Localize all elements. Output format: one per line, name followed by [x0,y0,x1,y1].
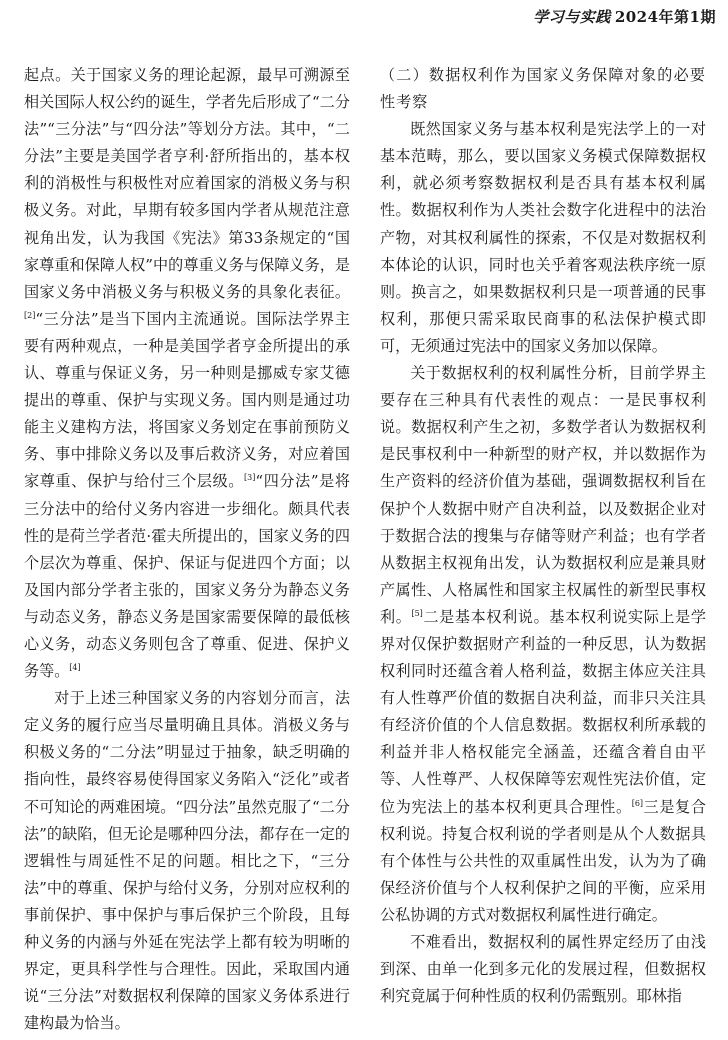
citation-ref: [3] [244,473,256,483]
paragraph-text: “三分法”是当下国内主流通说。国际法学界主要有两种观点，一种是美国学者亨金所提出的承认、尊重与保证义务，另一种则是挪威专家艾德提出的尊重、保护与实现义务。国内则是通过功能主义建构方法，将国家义务划定在事前预防义务、事中排除义务以及事后救济义务，对应着国家尊重、保护与给付三个层级。 [24,309,350,491]
paragraph-text: 关于数据权利的权利属性分析，目前学界主要存在三种具有代表性的观点：一是民事权利说。数据权利产生之初，多数学者认为数据权利是民事权利中一种新型的财产权，并以数据作为生产资料的经济价值为基础，强调数据权利旨在保护个人数据中财产自决利益，以及数据企业对于数据合法的搜集与存储等财产利益；也有学者从数据主权视角出发，认为数据权利应是兼具财产属性、人格属性和国家主权属性的新型民事权利。 [380,364,706,626]
citation-ref: [6] [631,798,644,808]
citation-ref: [2] [24,310,36,320]
section-heading: （二）数据权利作为国家义务保障对象的必要性考察 [380,66,706,112]
paragraph-text: “四分法”是将三分法中的给付义务内容进一步细化。颇具代表性的是荷兰学者范·霍夫所提出的，国家义务的四个层次为尊重、保护、保证与促进四个方面；以及国内部分学者主张的，国家义务分为静态义务与动态义务，静态义务是国家需要保障的最低核心义务，动态义务则包含了尊重、促进、保护义务等。 [24,472,350,681]
citation-ref: [5] [411,608,423,618]
paragraph-text: 三是复合权利说。持复合权利说的学者则是从个人数据具有个体性与公共性的双重属性出发，认为为了确保经济价值与个人权利保护之间的平衡，应采用公私协调的方式对数据权利属性进行确定。 [380,797,706,924]
paragraph: 不难看出，数据权利的属性界定经历了由浅到深、由单一化到多元化的发展过程，但数据权利究竟属于何种性质的权利仍需甄别。耶林指 [380,933,706,1006]
journal-name: 学习与实践 [533,8,611,26]
paragraph [380,360,706,929]
paragraph [24,62,350,685]
paragraph: 对于上述三种国家义务的内容划分而言，法定义务的履行应当尽量明确且具体。消极义务与积极义务的“二分法”明显过于抽象，缺乏明确的指向性，最终容易使得国家义务陷入“泛化”或者不可知论的两难困境。“四分法”虽然克服了“二分法”的缺陷，但无论是哪种四分法，都存在一定的逻辑性与周延性不足的问题。相比之下，“三分法”中的尊重、保护与给付义务，分别对应权利的事前保护、事中保护与事后保护三个阶段，且每种义务的内涵与外延在宪法学上都有较为明晰的界定，更具科学性与合理性。因此，采取国内通说“三分法”对数据权利保障的国家义务体系进行建构最为恰当。 [24,689,350,1033]
paragraph-text: 起点。关于国家义务的理论起源，最早可溯源至相关国际人权公约的诞生，学者先后形成了“二分法”“三分法”与“四分法”等划分方法。其中，“二分法”主要是美国学者亨利·舒所指出的，基本权利的消极性与积极性对应着国家的消极义务与积极义务。对此，早期有较多国内学者从规范注意视角出发，认为我国《宪法》第33条规定的“国家尊重和保障人权”中的尊重义务与保障义务，是国家义务中消极义务与积极义务的具象化表征。 [24,66,350,301]
issue-number: 2024年第1期 [614,8,716,26]
citation-ref: [4] [69,663,81,673]
paragraph: 既然国家义务与基本权利是宪法学上的一对基本范畴，那么，要以国家义务模式保障数据权利，就必须考察数据权利是否具有基本权利属性。数据权利作为人类社会数字化进程中的法治产物，对其权利属性的探索，不仅是对数据权利本体论的认识，同时也关乎着客观法秩序统一原则。换言之，如果数据权利只是一项普通的民事权利，那便只需采取民商事的私法保护模式即可，无须通过宪法中的国家义务加以保障。 [380,120,706,355]
running-header [533,6,716,27]
left-column [24,62,350,1037]
right-column [380,62,706,1010]
paragraph-text: 二是基本权利说。基本权利说实际上是学界对仅保护数据财产利益的一种反思，认为数据权利同时还蕴含着人格利益，数据主体应关注具有人性尊严价值的数据自决利益，而非只关注具有经济价值的个人信息数据。数据权利所承载的利益并非人格权能完全涵盖，还蕴含着自由平等、人性尊严、人权保障等宏观性宪法价值，定位为宪法上的基本权利更具合理性。 [380,607,706,816]
